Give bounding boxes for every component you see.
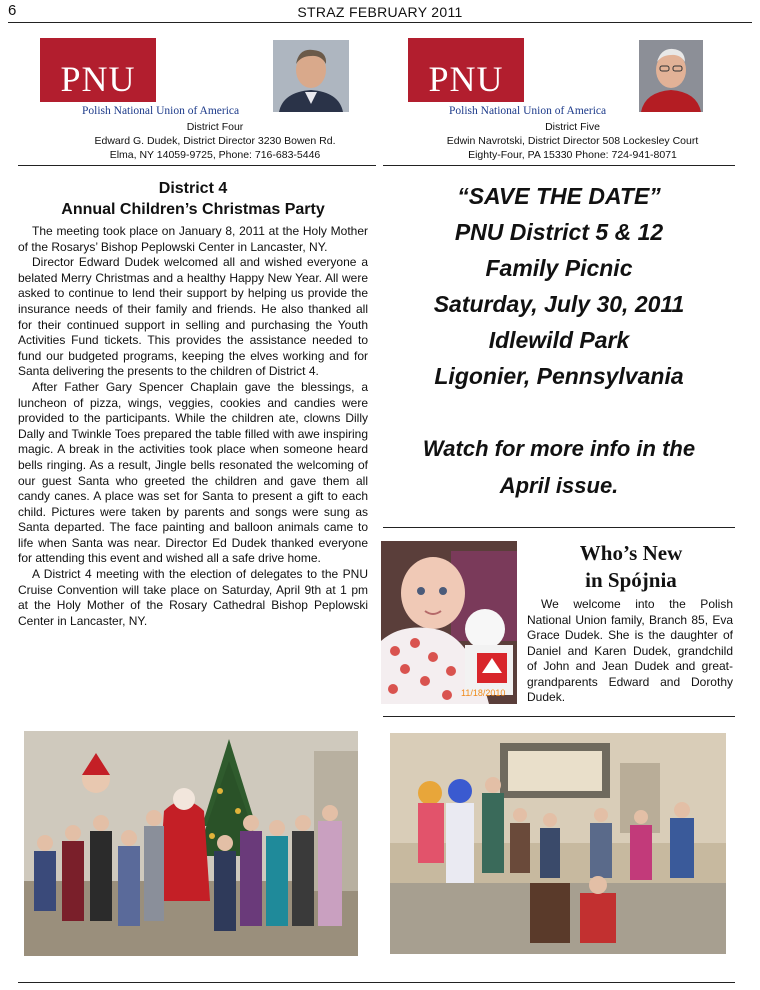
article-paragraph: The meeting took place on January 8, 2011 at the Holy Mother of the Rosarys’ Bishop Peplowski Center in Lancaster, NY. bbox=[18, 224, 368, 254]
article-title bbox=[18, 178, 368, 220]
save-the-date-block bbox=[383, 178, 735, 394]
pnu-logo-district-five: PNU bbox=[408, 38, 524, 102]
watch-line1: Watch for more info in the bbox=[422, 436, 696, 461]
director-portrait-district-four bbox=[273, 40, 349, 112]
district-four-address-block bbox=[40, 120, 390, 162]
page-number: 6 bbox=[8, 2, 17, 19]
save-the-date-heading: “SAVE THE DATE” bbox=[457, 183, 661, 209]
district-four-address: Elma, NY 14059-9725, Phone: 716-683-5446 bbox=[109, 149, 321, 161]
article-title-line2: Annual Children’s Christmas Party bbox=[61, 201, 325, 218]
article-title-line1: District 4 bbox=[158, 180, 228, 197]
director-portrait-district-five bbox=[639, 40, 703, 112]
footer-rule bbox=[18, 982, 735, 983]
save-the-date-location: Ligonier, Pennsylvania bbox=[434, 363, 684, 389]
district-five-label: District Five bbox=[545, 121, 600, 133]
article-paragraph: A District 4 meeting with the election of delegates to the PNU Cruise Convention will take place on Saturday, April 9th at 1 pm at the Holy Mother of the Rosary Cathedral Bishop Peplowski Center in Lancaster, NY. bbox=[18, 567, 368, 628]
whos-new-title-line2: in Spójnia bbox=[585, 568, 677, 592]
district-five-address: Eighty-Four, PA 15330 Phone: 724-941-8071 bbox=[468, 149, 677, 161]
party-hall-photo bbox=[390, 733, 726, 954]
article-paragraph: Director Edward Dudek welcomed all and wished everyone a belated Merry Christmas and a healthy Happy New Year. All were asked to continue to lend their support by helping us provide the insurance needs of their family and friends. He also thanked all for their continued support in selling and purchasing the Youth Activities Fund tickets. This provides the assistance needed to fund our budgeted programs, keeping the elves working and for Santa delivering the presents to the children of District 4. bbox=[18, 255, 368, 379]
pnu-logo-district-four: PNU bbox=[40, 38, 156, 102]
save-the-date-venue: Idlewild Park bbox=[488, 327, 630, 353]
article-body bbox=[18, 224, 368, 629]
save-the-date-event: Family Picnic bbox=[485, 255, 633, 281]
header-rule bbox=[8, 22, 752, 23]
district-five-director: Edwin Navrotski, District Director 508 Lockesley Court bbox=[446, 135, 699, 147]
running-head: STRAZ FEBRUARY 2011 bbox=[297, 4, 463, 20]
article-paragraph: After Father Gary Spencer Chaplain gave the blessings, a luncheon of pizza, wings, veggies, cookies and candies were provided to the participants. While the children ate, clowns Dilly Dally and Twinkle Toes prepared the table filled with awe inspiring magic. A break in the activities took place when someone heard bells ringing. As a result, Jingle bells resonated the welcoming of our guest Santa who greeted the children and gave them all candy canes. A place was set for Santa to present a gift to each child. Pictures were taken by parents and songs were sung as Santa departed. The face painting and balloon animals came to life when Santa was near. Director Ed Dudek thanked everyone for attending this event and wished all a safe drive home. bbox=[18, 379, 368, 566]
pnu-tagline-district-four: Polish National Union of America bbox=[82, 105, 240, 117]
whos-new-body bbox=[527, 597, 733, 706]
district-four-director: Edward G. Dudek, District Director 3230 Bowen Rd. bbox=[94, 135, 336, 147]
save-the-date-rule bbox=[383, 527, 735, 528]
christmas-party-group-photo bbox=[24, 731, 358, 956]
photo-date-stamp: 11/18/2010 bbox=[461, 688, 506, 698]
whos-new-title bbox=[527, 540, 735, 594]
save-the-date-district: PNU District 5 & 12 bbox=[454, 219, 664, 245]
district-four-rule bbox=[18, 165, 376, 166]
district-five-address-block bbox=[395, 120, 750, 162]
whos-new-rule bbox=[383, 716, 735, 717]
pnu-tagline-district-five: Polish National Union of America bbox=[449, 105, 607, 117]
baby-photo bbox=[381, 541, 517, 704]
watch-for-info bbox=[383, 430, 735, 504]
whos-new-paragraph: We welcome into the Polish National Union family, Branch 85, Eva Grace Dudek. She is the daughter of Daniel and Karen Dudek, grandchild of John and Jean Dudek and great-grandparents Edward and Dorothy Dudek. bbox=[527, 597, 733, 704]
whos-new-title-line1: Who’s New bbox=[579, 541, 683, 565]
watch-line2: April issue. bbox=[499, 473, 619, 498]
save-the-date-date: Saturday, July 30, 2011 bbox=[433, 291, 685, 317]
district-four-label: District Four bbox=[186, 121, 244, 133]
district-five-rule bbox=[383, 165, 735, 166]
